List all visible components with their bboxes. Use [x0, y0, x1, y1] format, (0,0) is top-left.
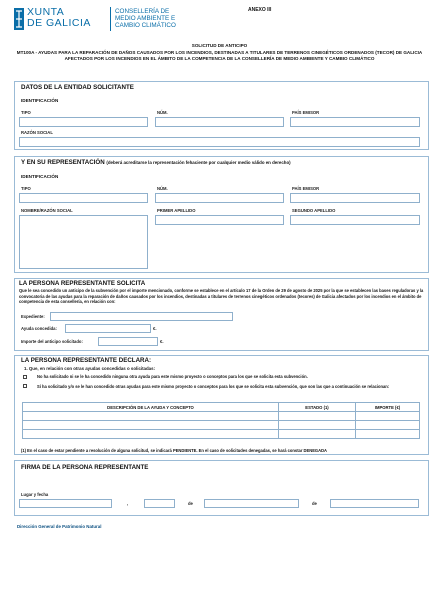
logo-text-xunta: XUNTA [27, 6, 65, 18]
rep-pais-field[interactable] [290, 193, 420, 203]
anio-field[interactable] [330, 499, 419, 508]
entidad-num-label: NÚM. [157, 110, 168, 115]
table-row [23, 412, 420, 421]
entidad-razon-label: RAZÓN SOCIAL [21, 130, 53, 135]
rep-tipo-label: TIPO [21, 186, 31, 191]
footer-direccion: Dirección General de Patrimonio Natural [17, 524, 102, 529]
xunta-emblem-icon [14, 8, 24, 30]
cell-importe[interactable] [356, 412, 420, 421]
logo-divider [110, 7, 111, 31]
logo-text-galicia: DE GALICIA [27, 17, 91, 29]
logo-conselleria-line3: CAMBIO CLIMÁTICO [115, 22, 176, 29]
title-line1: SOLICITUD DE ANTICIPO [191, 43, 248, 48]
entidad-pais-label: PAÍS EMISOR [292, 110, 320, 115]
mes-field[interactable] [204, 499, 299, 508]
col-importe: IMPORTE (€) [356, 403, 420, 412]
cell-descripcion[interactable] [23, 412, 279, 421]
firma-de2: de [312, 501, 317, 506]
entidad-identificacion-label: IDENTIFICACIÓN [21, 98, 59, 103]
declara-section-title: LA PERSONA REPRESENTANTE DECLARA: [21, 357, 152, 364]
cell-descripcion[interactable] [23, 421, 279, 430]
ayuda-currency: €. [153, 326, 157, 331]
entidad-section-title: DATOS DE LA ENTIDAD SOLICITANTE [21, 84, 134, 91]
rep-primer-apellido-field[interactable] [155, 215, 284, 225]
representacion-note: (deberá acreditarse la representación fehaciente por cualquier medio válido en derecho) [106, 160, 291, 165]
entidad-tipo-label: TIPO [21, 110, 31, 115]
rep-num-label: NÚM. [157, 186, 168, 191]
col-descripcion: DESCRIPCIÓN DE LA AYUDA Y CONCEPTO [23, 403, 279, 412]
importe-anticipo-field[interactable] [98, 337, 158, 346]
lugar-field[interactable] [19, 499, 112, 508]
checkbox-si-ayudas[interactable] [23, 384, 27, 388]
expediente-field[interactable] [50, 312, 233, 321]
lugar-fecha-label: Lugar y fecha [21, 492, 49, 497]
ayudas-table [22, 402, 420, 439]
cell-importe[interactable] [356, 421, 420, 430]
firma-de1: de [188, 501, 193, 506]
rep-nombre-field[interactable] [19, 215, 148, 269]
rep-nombre-label: NOMBRE/RAZÓN SOCIAL [21, 208, 73, 213]
logo-conselleria-line2: MEDIO AMBIENTE E [115, 15, 176, 22]
firma-section-title: FIRMA DE LA PERSONA REPRESENTANTE [21, 464, 149, 471]
xunta-logo [14, 6, 199, 32]
title-line2: MT100A - AYUDAS PARA LA REPARACIÓN DE DAÑOS CAUSADOS POR LOS INCENDIOS, DESTINADAS A TITULARES DE TERRENOS CINEGÉTICOS ORDENADOS (TECOR) DE GALICIA AFECTADOS POR LOS INCENDIOS EN EL ÁMBITO DE LA COMPETENCIA DE LA CONSELLERÍA DE MEDIO AMBIENTE Y CAMBIO CLIMÁTICO [16, 50, 423, 62]
entidad-num-field[interactable] [155, 117, 284, 127]
entidad-pais-field[interactable] [290, 117, 420, 127]
solicita-section-title: LA PERSONA REPRESENTANTE SOLICITA [19, 280, 146, 287]
rep-tipo-field[interactable] [19, 193, 148, 203]
ayuda-concedida-field[interactable] [65, 324, 151, 333]
table-row [23, 421, 420, 430]
declara-footnote: (1) En el caso de estar pendiente a resolución de alguna solicitud, se indicará PENDIENTE. En el caso de solicitudes denegadas, se hará constar DENEGADA [21, 448, 327, 453]
dia-field[interactable] [144, 499, 175, 508]
entidad-tipo-field[interactable] [19, 117, 148, 127]
col-estado: ESTADO (1) [279, 403, 356, 412]
table-row [23, 430, 420, 439]
rep-segundo-apellido-field[interactable] [290, 215, 420, 225]
cell-importe[interactable] [356, 430, 420, 439]
ayuda-concedida-label: Ayuda concedida: [21, 326, 57, 331]
expediente-label: Expediente: [21, 314, 45, 319]
entidad-razon-field[interactable] [19, 137, 420, 147]
declara-opt1: No ha solicitado ni se le ha concedido ninguna otra ayuda para este mismo proyecto o conceptos para los que se solicita esta subvención. [37, 374, 308, 379]
representacion-title-text: Y EN SU REPRESENTACIÓN [21, 159, 105, 166]
cell-estado[interactable] [279, 412, 356, 421]
rep-num-field[interactable] [155, 193, 284, 203]
ayudas-table-header [23, 403, 420, 412]
cell-descripcion[interactable] [23, 430, 279, 439]
anexo-label: ANEXO III [248, 7, 272, 13]
solicita-paragraph: Que le sea concedido un anticipo de la subvención por el importe mencionado, conforme se establece en el artículo 17 de la Orden de 29 de agosto de 2025 por la que se establecen las bases reguladoras y la convocatoria de las ayudas para la reparación de daños causados por los incendios, destinadas a titulares de terrenos cinegéticos ordenados (tecores) de Galicia afectados por los incendios en el ámbito de competencia de esta consellería, en relación con: [19, 288, 424, 305]
firma-sep-comma: , [127, 501, 129, 506]
declara-item1: 1. Que, en relación con otras ayudas concedidas o solicitadas: [24, 366, 156, 371]
importe-anticipo-label: Importe del anticipo solicitado: [21, 339, 83, 344]
logo-conselleria-line1: CONSELLERÍA DE [115, 8, 170, 15]
declara-opt2: Sí ha solicitado y/o se le han concedido otras ayudas para este mismo proyecto o conceptos para los que se solicita esta subvención, que son las que a continuación se relacionan: [37, 384, 390, 389]
cell-estado[interactable] [279, 430, 356, 439]
representacion-section-title [21, 159, 291, 166]
rep-segundo-apellido-label: SEGUNDO APELLIDO [292, 208, 336, 213]
document-title [10, 43, 429, 63]
cell-estado[interactable] [279, 421, 356, 430]
rep-identificacion-label: IDENTIFICACIÓN [21, 174, 59, 179]
rep-pais-label: PAÍS EMISOR [292, 186, 320, 191]
checkbox-no-ayudas[interactable] [23, 375, 27, 379]
rep-primer-apellido-label: PRIMER APELLIDO [157, 208, 196, 213]
importe-currency: €. [160, 339, 164, 344]
